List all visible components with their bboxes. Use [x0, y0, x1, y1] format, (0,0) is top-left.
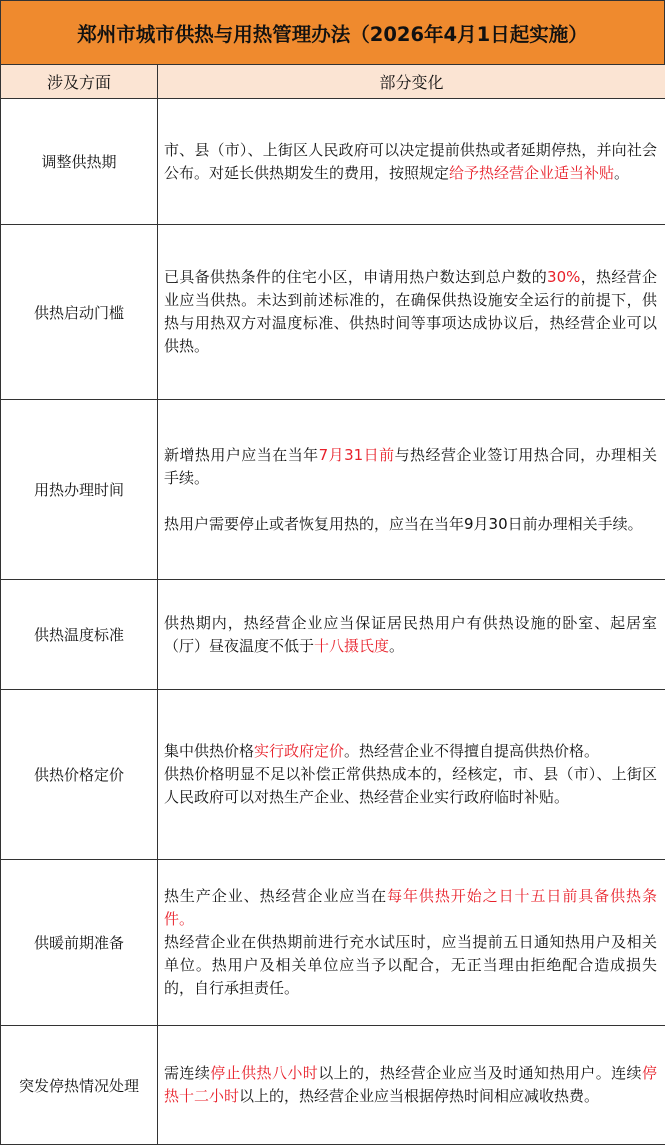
content-text: 与热经营企业签订用热合同，办理相关手续。	[164, 446, 657, 487]
row-aspect: 供热温度标准	[1, 580, 158, 690]
content-text: 。	[389, 637, 404, 655]
content-text: 新增热用户应当在当年	[164, 446, 319, 464]
row-aspect: 调整供热期	[1, 99, 158, 225]
row-content	[158, 400, 665, 580]
highlighted-text: 停热十二小时	[164, 1064, 657, 1105]
row-aspect: 供热启动门槛	[1, 225, 158, 400]
row-aspect: 供热价格定价	[1, 690, 158, 860]
changes-table	[0, 64, 665, 1145]
content-text: 需连续	[164, 1064, 210, 1082]
highlighted-text: 十八摄氏度	[314, 637, 389, 655]
content-text: 集中供热价格	[164, 742, 254, 760]
table-body	[1, 99, 665, 1145]
highlighted-text: 实行政府定价	[254, 742, 344, 760]
highlighted-text: 停止供热八小时	[210, 1064, 318, 1082]
content-text: 以上的，热经营企业应当根据停热时间相应减收热费。	[239, 1087, 599, 1105]
header-changes: 部分变化	[158, 65, 665, 99]
table-row	[1, 860, 665, 1026]
content-text: 热生产企业、热经营企业应当在	[164, 887, 387, 905]
row-content	[158, 860, 665, 1026]
table-row	[1, 1026, 665, 1145]
content-text: 市、县（市）、上街区人民政府可以决定提前供热或者延期停热，并向社会公布。对延长供热期发生的费用，按照规定	[164, 141, 657, 182]
table-header-row	[1, 65, 665, 99]
content-text: 以上的，热经营企业应当及时通知热用户。连续	[318, 1064, 642, 1082]
content-text: 。热经营企业不得擅自提高供热价格。	[344, 742, 599, 760]
content-text: 已具备供热条件的住宅小区，申请用热户数达到总户数的	[164, 268, 547, 286]
content-text: 供热期内，热经营企业应当保证居民热用户有供热设施的卧室、起居室（厅）昼夜温度不低于	[164, 614, 657, 655]
table-row	[1, 400, 665, 580]
table-row	[1, 225, 665, 400]
table-row	[1, 580, 665, 690]
row-content	[158, 580, 665, 690]
table-row	[1, 690, 665, 860]
table-row	[1, 99, 665, 225]
row-content	[158, 225, 665, 400]
highlighted-text: 7月31日前	[319, 446, 395, 464]
content-text: 热经营企业在供热期前进行充水试压时，应当提前五日通知热用户及相关单位。热用户及相关单位应当予以配合，无正当理由拒绝配合造成损失的，自行承担责任。	[164, 933, 657, 997]
row-aspect: 突发停热情况处理	[1, 1026, 158, 1145]
paragraph-gap	[164, 490, 657, 513]
row-content	[158, 1026, 665, 1145]
content-text: 。	[614, 164, 629, 182]
row-aspect: 供暖前期准备	[1, 860, 158, 1026]
header-aspect: 涉及方面	[1, 65, 158, 99]
content-text: 热用户需要停止或者恢复用热的，应当在当年9月30日前办理相关手续。	[164, 515, 643, 533]
content-text: ，热经营企业应当供热。未达到前述标准的，在确保供热设施安全运行的前提下，供热与用热双方对温度标准、供热时间等事项达成协议后，热经营企业可以供热。	[164, 268, 657, 355]
highlighted-text: 每年供热开始之日十五日前具备供热条件。	[164, 887, 657, 928]
row-content	[158, 690, 665, 860]
row-content	[158, 99, 665, 225]
highlighted-text: 给予热经营企业适当补贴	[449, 164, 614, 182]
highlighted-text: 30%	[547, 268, 580, 286]
document-title: 郑州市城市供热与用热管理办法（2026年4月1日起实施）	[0, 0, 665, 64]
content-text: 供热价格明显不足以补偿正常供热成本的，经核定，市、县（市）、上街区人民政府可以对热生产企业、热经营企业实行政府临时补贴。	[164, 765, 657, 806]
row-aspect: 用热办理时间	[1, 400, 158, 580]
